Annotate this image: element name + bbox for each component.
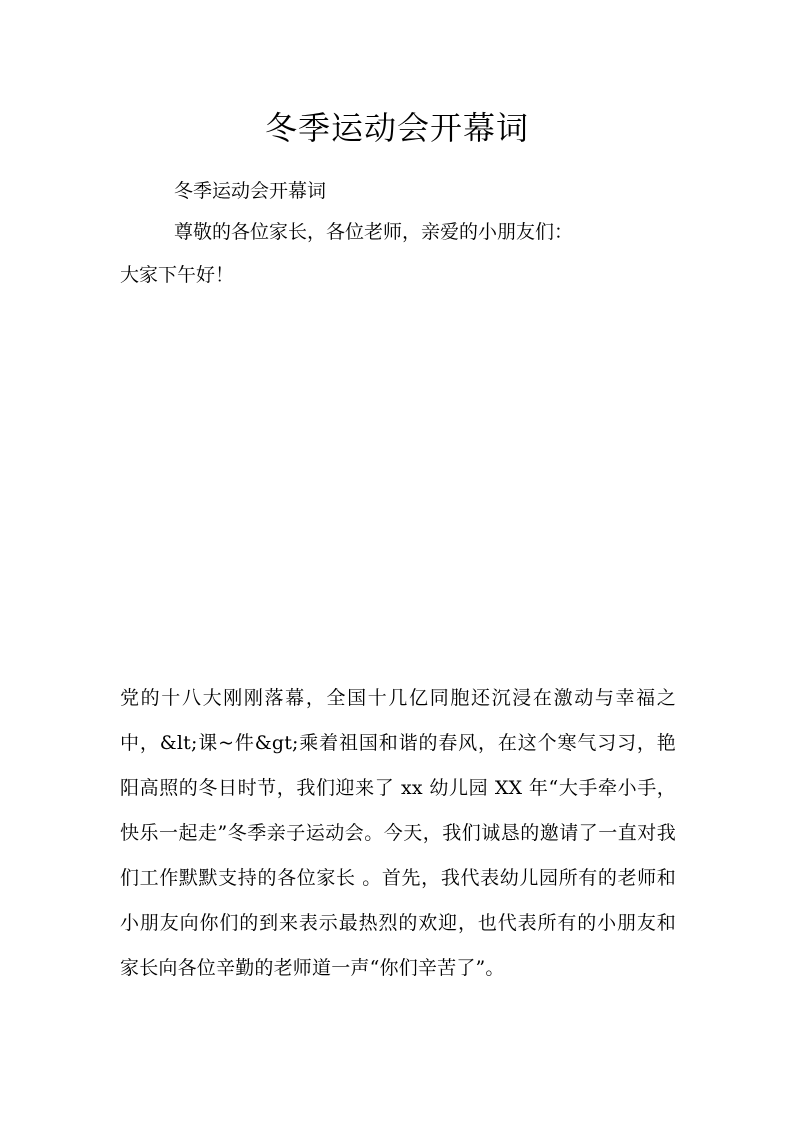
body-paragraph: 党的十八大刚刚落幕，全国十几亿同胞还沉浸在激动与幸福之中，&lt;课~件&gt;乘着祖国和谐的春风，在这个寒气习习，艳阳高照的冬日时节，我们迎来了 xx 幼儿园 XX 年“大手牵小手，快乐一起走”冬季亲子运动会。今天，我们诚恳的邀请了一直对我们工作默默支持的各位家长 。首先，我代表幼儿园所有的老师和小朋友向你们的到来表示最热烈的欢迎，也代表所有的小朋友和家长向各位辛勤的老师道一声“你们辛苦了”。 <box>120 687 676 979</box>
document-title: 冬季运动会开幕词 <box>264 109 529 147</box>
hello-line: 大家下午好！ <box>120 264 235 286</box>
greeting-line: 尊敬的各位家长，各位老师，亲爱的小朋友们： <box>174 221 574 243</box>
document-subtitle: 冬季运动会开幕词 <box>174 180 327 202</box>
